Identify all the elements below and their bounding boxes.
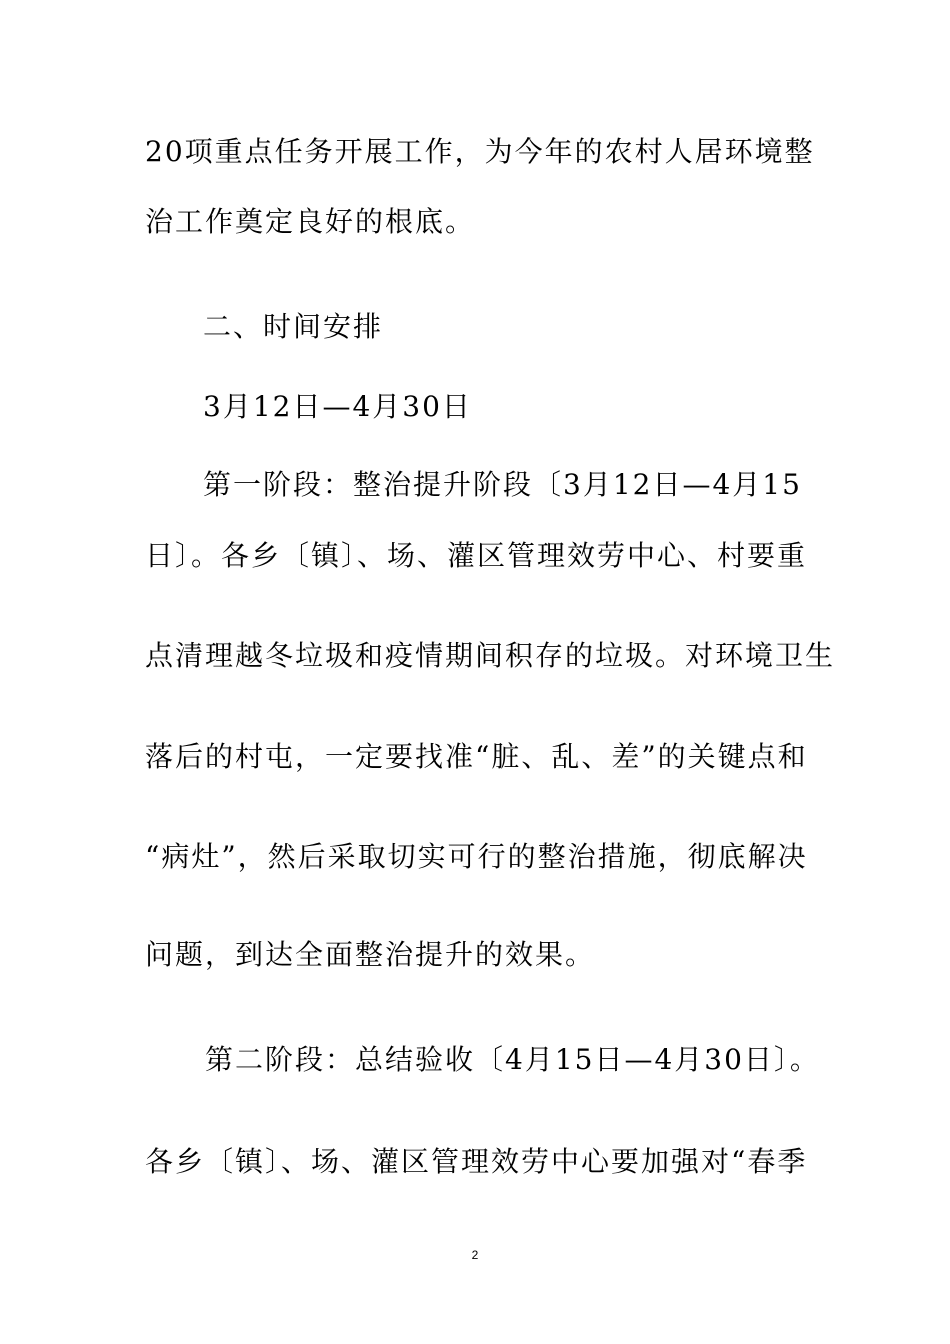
body-text-line: 各乡〔镇〕、场、灌区管理效劳中心要加强对“春季 (145, 1145, 808, 1178)
body-text-line: 治工作奠定良好的根底。 (145, 205, 476, 238)
body-text-line: “病灶”，然后采取切实可行的整治措施，彻底解决 (145, 840, 808, 873)
body-text-line: 点清理越冬垃圾和疫情期间积存的垃圾。对环境卫生 (145, 639, 836, 672)
body-text-line: 问题，到达全面整治提升的效果。 (145, 938, 596, 971)
body-text-line: 20项重点任务开展工作，为今年的农村人居环境整 (145, 135, 815, 168)
date-range-line: 3月12日—4月30日 (203, 390, 472, 423)
body-text-line: 日〕。各乡〔镇〕、场、灌区管理效劳中心、村要重 (145, 539, 808, 572)
section-heading: 二、时间安排 (203, 310, 384, 343)
body-text-line: 第一阶段：整治提升阶段〔3月12日—4月15 (203, 468, 802, 501)
body-text-line: 第二阶段：总结验收〔4月15日—4月30日〕。 (205, 1043, 820, 1076)
body-text-line: 落后的村屯，一定要找准“脏、乱、差”的关键点和 (145, 740, 808, 773)
page-number: 2 (471, 1248, 479, 1262)
